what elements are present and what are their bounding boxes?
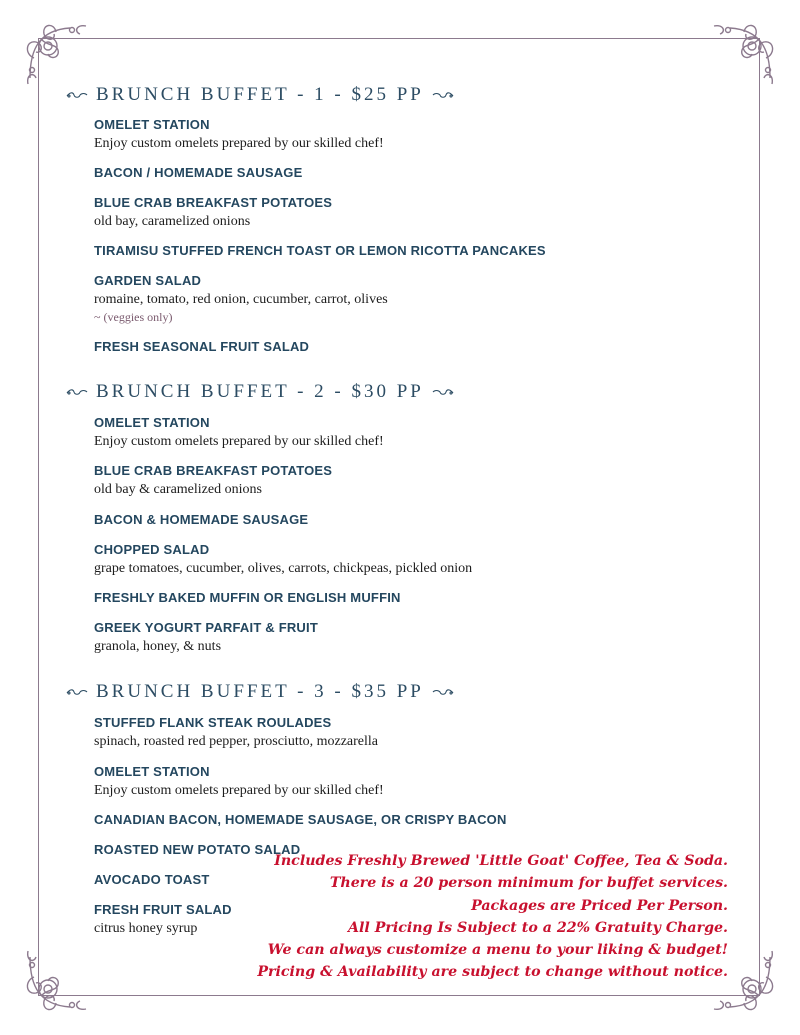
item-name: CHOPPED SALAD [94, 542, 210, 557]
item-name: BACON & HOMEMADE SAUSAGE [94, 512, 309, 527]
notice-line: Includes Freshly Brewed 'Little Goat' Coffee, Tea & Soda. [274, 853, 728, 869]
menu-item [94, 763, 384, 800]
flourish-right-icon [432, 90, 454, 100]
item-name: OMELET STATION [94, 415, 210, 430]
section-title: BRUNCH BUFFET - 1 - $25 PP [96, 84, 424, 105]
item-name: OMELET STATION [94, 117, 210, 132]
item-name: AVOCADO TOAST [94, 872, 210, 887]
menu-item [94, 619, 318, 656]
notice-line: There is a 20 person minimum for buffet services. [329, 875, 728, 892]
flourish-right-icon [432, 687, 454, 697]
menu-item [94, 116, 384, 153]
menu-item [94, 511, 308, 529]
item-name: GARDEN SALAD [94, 273, 202, 288]
notice-line: Pricing & Availability are subject to change without notice. [257, 964, 728, 981]
item-name: FRESH SEASONAL FRUIT SALAD [94, 339, 310, 354]
notice-line: Packages are Priced Per Person. [471, 897, 728, 914]
flourish-right-icon [432, 387, 454, 397]
menu-item [94, 414, 384, 451]
policy-notice [257, 850, 728, 984]
item-description: grape tomatoes, cucumber, olives, carrots, chickpeas, pickled onion [94, 561, 473, 576]
menu-item [94, 714, 378, 751]
item-description: old bay & caramelized onions [94, 482, 262, 497]
item-name: OMELET STATION [94, 764, 210, 779]
section-title: BRUNCH BUFFET - 3 - $35 PP [96, 681, 424, 702]
item-description: Enjoy custom omelets prepared by our skilled chef! [94, 783, 384, 798]
item-name: CANADIAN BACON, HOMEMADE SAUSAGE, OR CRISPY BACON [94, 812, 507, 827]
corner-ornament-top-right [710, 18, 780, 88]
item-name: FRESH FRUIT SALAD [94, 902, 232, 917]
flourish-left-icon [66, 387, 88, 397]
notice-line: We can always customize a menu to your liking & budget! [267, 942, 728, 959]
item-description: Enjoy custom omelets prepared by our skilled chef! [94, 434, 384, 449]
section-header-buffet-3 [66, 680, 454, 704]
section-header-buffet-1 [66, 83, 454, 107]
item-description: granola, honey, & nuts [94, 639, 222, 654]
swirl-ornament-icon [20, 947, 90, 1017]
menu-item [94, 462, 332, 499]
item-description: romaine, tomato, red onion, cucumber, carrot, olives [94, 292, 388, 307]
menu-item [94, 194, 332, 231]
item-description: Enjoy custom omelets prepared by our skilled chef! [94, 136, 384, 151]
item-description: spinach, roasted red pepper, prosciutto, mozzarella [94, 734, 378, 749]
menu-item [94, 272, 388, 326]
item-name: TIRAMISU STUFFED FRENCH TOAST OR LEMON RICOTTA PANCAKES [94, 243, 546, 258]
item-name: BLUE CRAB BREAKFAST POTATOES [94, 195, 333, 210]
corner-ornament-bottom-left [20, 947, 90, 1017]
item-name: ROASTED NEW POTATO SALAD [94, 842, 301, 857]
corner-ornament-top-left [20, 18, 90, 88]
menu-item [94, 589, 401, 607]
item-description: old bay, caramelized onions [94, 214, 251, 229]
item-name: GREEK YOGURT PARFAIT & FRUIT [94, 620, 318, 635]
menu-item [94, 811, 507, 829]
menu-item [94, 164, 302, 182]
item-note: ~ (veggies only) [94, 310, 173, 324]
menu-item [94, 338, 309, 356]
swirl-ornament-icon [20, 18, 90, 88]
swirl-ornament-icon [710, 18, 780, 88]
section-title: BRUNCH BUFFET - 2 - $30 PP [96, 381, 424, 402]
item-name: FRESHLY BAKED MUFFIN OR ENGLISH MUFFIN [94, 590, 401, 605]
flourish-left-icon [66, 687, 88, 697]
notice-line: All Pricing Is Subject to a 22% Gratuity Charge. [348, 919, 728, 936]
section-header-buffet-2 [66, 380, 454, 404]
item-description: citrus honey syrup [94, 921, 198, 936]
menu-item [94, 871, 210, 889]
menu-item [94, 541, 472, 578]
flourish-left-icon [66, 90, 88, 100]
item-name: BLUE CRAB BREAKFAST POTATOES [94, 463, 333, 478]
item-name: STUFFED FLANK STEAK ROULADES [94, 715, 332, 730]
menu-item [94, 242, 546, 260]
menu-item [94, 901, 232, 938]
item-name: BACON / HOMEMADE SAUSAGE [94, 165, 303, 180]
